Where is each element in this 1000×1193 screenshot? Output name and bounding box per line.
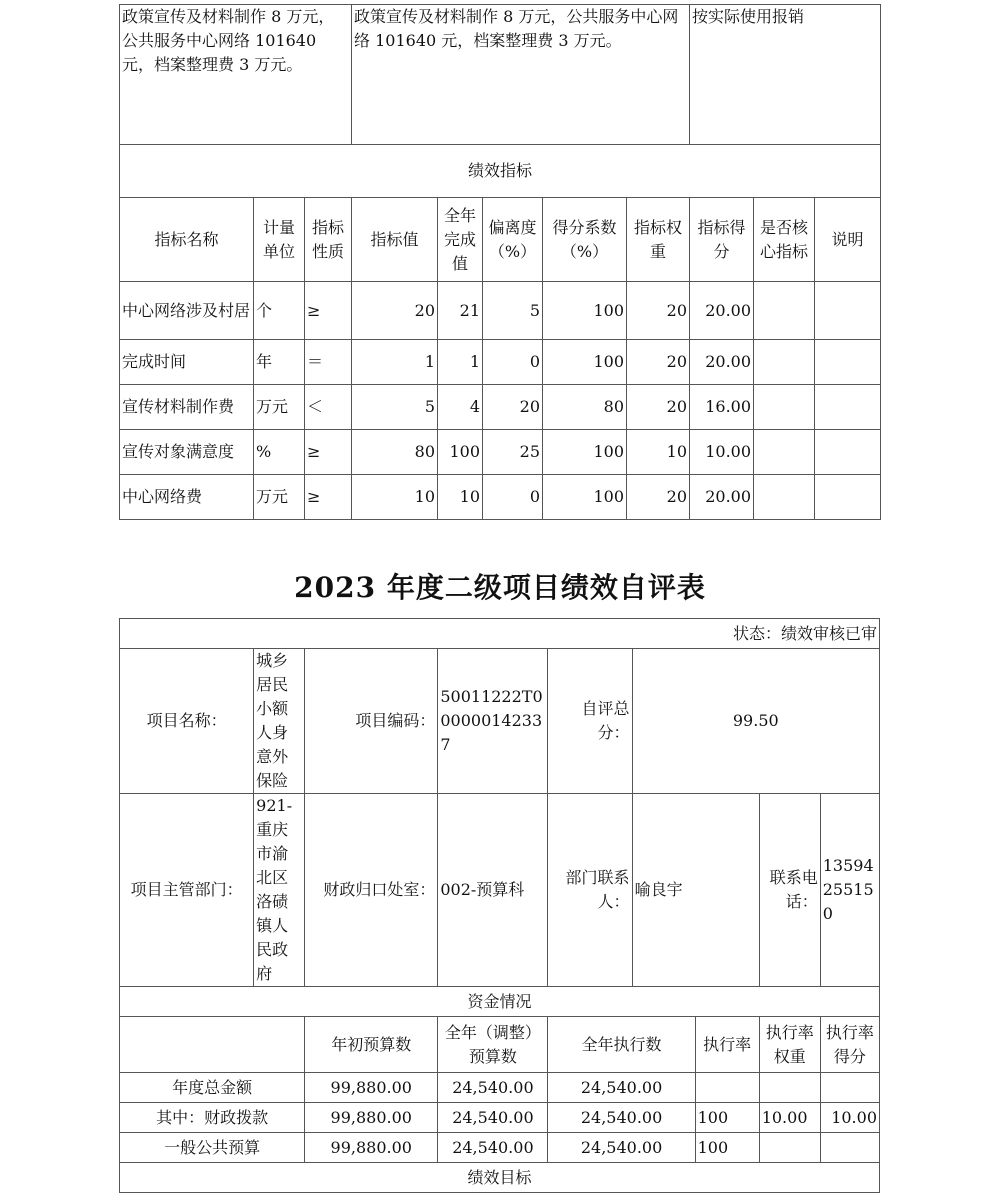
indicator-actual: 100 xyxy=(438,430,483,475)
indicator-core xyxy=(754,340,815,385)
funds-initial: 99,880.00 xyxy=(305,1103,438,1133)
indicator-coef: 100 xyxy=(543,430,627,475)
header-cell: 指标权重 xyxy=(627,198,690,282)
indicator-coef: 80 xyxy=(543,385,627,430)
contact-label: 部门联系人： xyxy=(548,794,632,987)
dept-label: 项目主管部门： xyxy=(120,794,254,987)
indicator-nature: ＝ xyxy=(305,340,352,385)
header-cell: 指标得分 xyxy=(690,198,754,282)
header-cell: 执行率 xyxy=(695,1017,759,1073)
section-title-perf-indicators: 绩效指标 xyxy=(120,145,881,198)
indicator-core xyxy=(754,475,815,520)
phone-label: 联系电话： xyxy=(759,794,820,987)
project-info-row xyxy=(120,649,880,794)
table-row xyxy=(120,385,881,430)
funds-adjusted: 24,540.00 xyxy=(438,1103,548,1133)
indicator-header-row xyxy=(120,198,881,282)
table-row xyxy=(120,340,881,385)
section-title-funds: 资金情况 xyxy=(120,987,880,1017)
indicator-actual: 1 xyxy=(438,340,483,385)
header-cell: 计量单位 xyxy=(254,198,305,282)
indicator-value: 20 xyxy=(352,282,438,340)
indicator-name: 宣传材料制作费 xyxy=(120,385,254,430)
indicator-unit: 年 xyxy=(254,340,305,385)
indicator-name: 完成时间 xyxy=(120,340,254,385)
indicator-coef: 100 xyxy=(543,475,627,520)
header-cell: 指标值 xyxy=(352,198,438,282)
section-title-perf-goal: 绩效目标 xyxy=(120,1163,880,1193)
project-name-value: 城乡居民小额人身意外保险 xyxy=(254,649,305,794)
self-eval-form xyxy=(119,618,880,1193)
indicator-deviation: 20 xyxy=(483,385,543,430)
indicator-deviation: 0 xyxy=(483,340,543,385)
header-cell: 指标性质 xyxy=(305,198,352,282)
indicator-deviation: 25 xyxy=(483,430,543,475)
header-cell: 说明 xyxy=(815,198,881,282)
dept-value: 921-重庆市渝北区洛碛镇人民政府 xyxy=(254,794,305,987)
project-name-label: 项目名称： xyxy=(120,649,254,794)
funds-row-label: 一般公共预算 xyxy=(120,1133,305,1163)
table-row xyxy=(120,1103,880,1133)
indicator-value: 5 xyxy=(352,385,438,430)
indicator-note xyxy=(815,282,881,340)
funds-rate-weight xyxy=(759,1133,820,1163)
indicator-value: 1 xyxy=(352,340,438,385)
table-row xyxy=(120,282,881,340)
indicator-actual: 10 xyxy=(438,475,483,520)
indicator-deviation: 5 xyxy=(483,282,543,340)
indicator-name: 中心网络涉及村居 xyxy=(120,282,254,340)
contact-value: 喻良宇 xyxy=(632,794,759,987)
indicator-note xyxy=(815,475,881,520)
header-cell: 得分系数（%） xyxy=(543,198,627,282)
indicator-unit: 万元 xyxy=(254,475,305,520)
fund-use-cell: 政策宣传及材料制作 8 万元，公共服务中心网络 101640 元，档案整理费 3 万元。 xyxy=(352,5,690,145)
page-title: 2023 年度二级项目绩效自评表 xyxy=(294,571,706,604)
funds-adjusted: 24,540.00 xyxy=(438,1073,548,1103)
table-row xyxy=(120,475,881,520)
funds-row-label: 年度总金额 xyxy=(120,1073,305,1103)
funds-header-blank xyxy=(120,1017,305,1073)
indicator-unit: % xyxy=(254,430,305,475)
table-row xyxy=(120,1073,880,1103)
indicator-weight: 20 xyxy=(627,385,690,430)
indicator-actual: 4 xyxy=(438,385,483,430)
header-cell: 指标名称 xyxy=(120,198,254,282)
indicator-coef: 100 xyxy=(543,340,627,385)
funds-rate-score xyxy=(820,1073,879,1103)
funds-initial: 99,880.00 xyxy=(305,1073,438,1103)
indicator-table xyxy=(119,4,881,520)
indicator-note xyxy=(815,340,881,385)
fund-use-cell: 政策宣传及材料制作 8 万元，公共服务中心网络 101640 元，档案整理费 3 万元。 xyxy=(120,5,352,145)
indicator-score: 20.00 xyxy=(690,475,754,520)
indicator-score: 10.00 xyxy=(690,430,754,475)
table-row xyxy=(120,430,881,475)
funds-rate: 100 xyxy=(695,1103,759,1133)
indicator-unit: 个 xyxy=(254,282,305,340)
funds-rate-score xyxy=(820,1133,879,1163)
funds-executed: 24,540.00 xyxy=(548,1133,695,1163)
indicator-core xyxy=(754,282,815,340)
funds-header-row xyxy=(120,1017,880,1073)
header-cell: 全年（调整）预算数 xyxy=(438,1017,548,1073)
self-score-label: 自评总分： xyxy=(548,649,632,794)
project-code-label: 项目编码： xyxy=(305,649,438,794)
indicator-note xyxy=(815,430,881,475)
indicator-value: 80 xyxy=(352,430,438,475)
indicator-score: 20.00 xyxy=(690,282,754,340)
header-cell: 全年执行数 xyxy=(548,1017,695,1073)
funds-rate xyxy=(695,1073,759,1103)
table-row xyxy=(120,1133,880,1163)
indicator-weight: 20 xyxy=(627,475,690,520)
header-cell: 年初预算数 xyxy=(305,1017,438,1073)
funds-adjusted: 24,540.00 xyxy=(438,1133,548,1163)
funds-executed: 24,540.00 xyxy=(548,1103,695,1133)
indicator-note xyxy=(815,385,881,430)
indicator-deviation: 0 xyxy=(483,475,543,520)
header-cell: 执行率得分 xyxy=(820,1017,879,1073)
indicator-unit: 万元 xyxy=(254,385,305,430)
indicator-coef: 100 xyxy=(543,282,627,340)
funds-initial: 99,880.00 xyxy=(305,1133,438,1163)
self-score-value: 99.50 xyxy=(632,649,879,794)
indicator-nature: ≥ xyxy=(305,475,352,520)
funds-rate: 100 xyxy=(695,1133,759,1163)
indicator-weight: 20 xyxy=(627,340,690,385)
header-cell: 全年完成值 xyxy=(438,198,483,282)
indicator-actual: 21 xyxy=(438,282,483,340)
funds-row-label: 其中：财政拨款 xyxy=(120,1103,305,1133)
fund-use-row xyxy=(120,5,881,145)
finance-office-label: 财政归口处室： xyxy=(305,794,438,987)
indicator-core xyxy=(754,385,815,430)
indicator-name: 宣传对象满意度 xyxy=(120,430,254,475)
header-cell: 是否核心指标 xyxy=(754,198,815,282)
indicator-nature: ＜ xyxy=(305,385,352,430)
phone-value: 13594255150 xyxy=(820,794,879,987)
indicator-score: 20.00 xyxy=(690,340,754,385)
indicator-name: 中心网络费 xyxy=(120,475,254,520)
indicator-weight: 20 xyxy=(627,282,690,340)
finance-office-value: 002-预算科 xyxy=(438,794,548,987)
funds-rate-score: 10.00 xyxy=(820,1103,879,1133)
project-code-value: 50011222T000000142337 xyxy=(438,649,548,794)
dept-info-row xyxy=(120,794,880,987)
status-text: 状态：绩效审核已审 xyxy=(120,619,880,649)
indicator-nature: ≥ xyxy=(305,282,352,340)
funds-rate-weight xyxy=(759,1073,820,1103)
fund-use-cell: 按实际使用报销 xyxy=(690,5,881,145)
indicator-core xyxy=(754,430,815,475)
header-cell: 偏离度（%） xyxy=(483,198,543,282)
indicator-weight: 10 xyxy=(627,430,690,475)
funds-rate-weight: 10.00 xyxy=(759,1103,820,1133)
funds-executed: 24,540.00 xyxy=(548,1073,695,1103)
indicator-score: 16.00 xyxy=(690,385,754,430)
indicator-value: 10 xyxy=(352,475,438,520)
header-cell: 执行率权重 xyxy=(759,1017,820,1073)
indicator-nature: ≥ xyxy=(305,430,352,475)
